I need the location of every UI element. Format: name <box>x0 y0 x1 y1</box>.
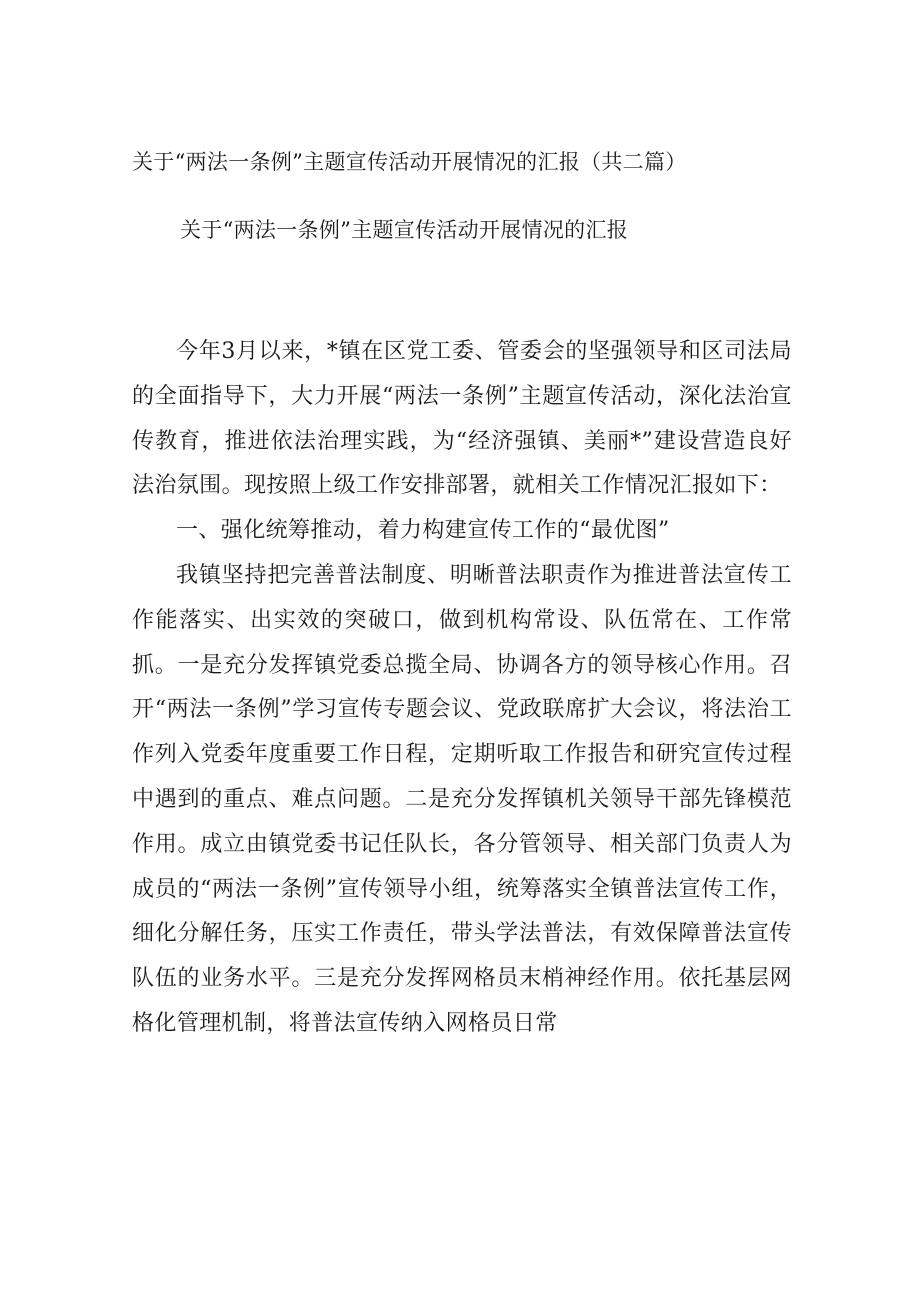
document-title: 关于“两法一条例”主题宣传活动开展情况的汇报（共二篇） <box>132 150 687 174</box>
section-heading: 一、强化统筹推动，着力构建宣传工作的“最优图” <box>176 518 670 544</box>
intro-paragraph: 今年3月以来，*镇在区党工委、管委会的坚强领导和区司法局的全面指导下，大力开展“两法一条例”主题宣传活动，深化法治宣传教育，推进依法治理实践，为“经济强镇、美丽*”建设营造良好法治氛围。现按照上级工作安排部署，就相关工作情况汇报如下： <box>132 339 792 499</box>
document-body <box>132 330 792 1047</box>
section-paragraph: 我镇坚持把完善普法制度、明晰普法职责作为推进普法宣传工作能落实、出实效的突破口，做到机构常设、队伍常在、工作常抓。一是充分发挥镇党委总揽全局、协调各方的领导核心作用。召开“两法一条例”学习宣传专题会议、党政联席扩大会议，将法治工作列入党委年度重要工作日程，定期听取工作报告和研究宣传过程中遇到的重点、难点问题。二是充分发挥镇机关领导干部先锋模范作用。成立由镇党委书记任队长，各分管领导、相关部门负责人为成员的“两法一条例”宣传领导小组，统筹落实全镇普法宣传工作，细化分解任务，压实工作责任，带头学法普法，有效保障普法宣传队伍的业务水平。三是充分发挥网格员末梢神经作用。依托基层网格化管理机制，将普法宣传纳入网格员日常 <box>132 562 792 1036</box>
document-subtitle: 关于“两法一条例”主题宣传活动开展情况的汇报 <box>180 218 629 242</box>
